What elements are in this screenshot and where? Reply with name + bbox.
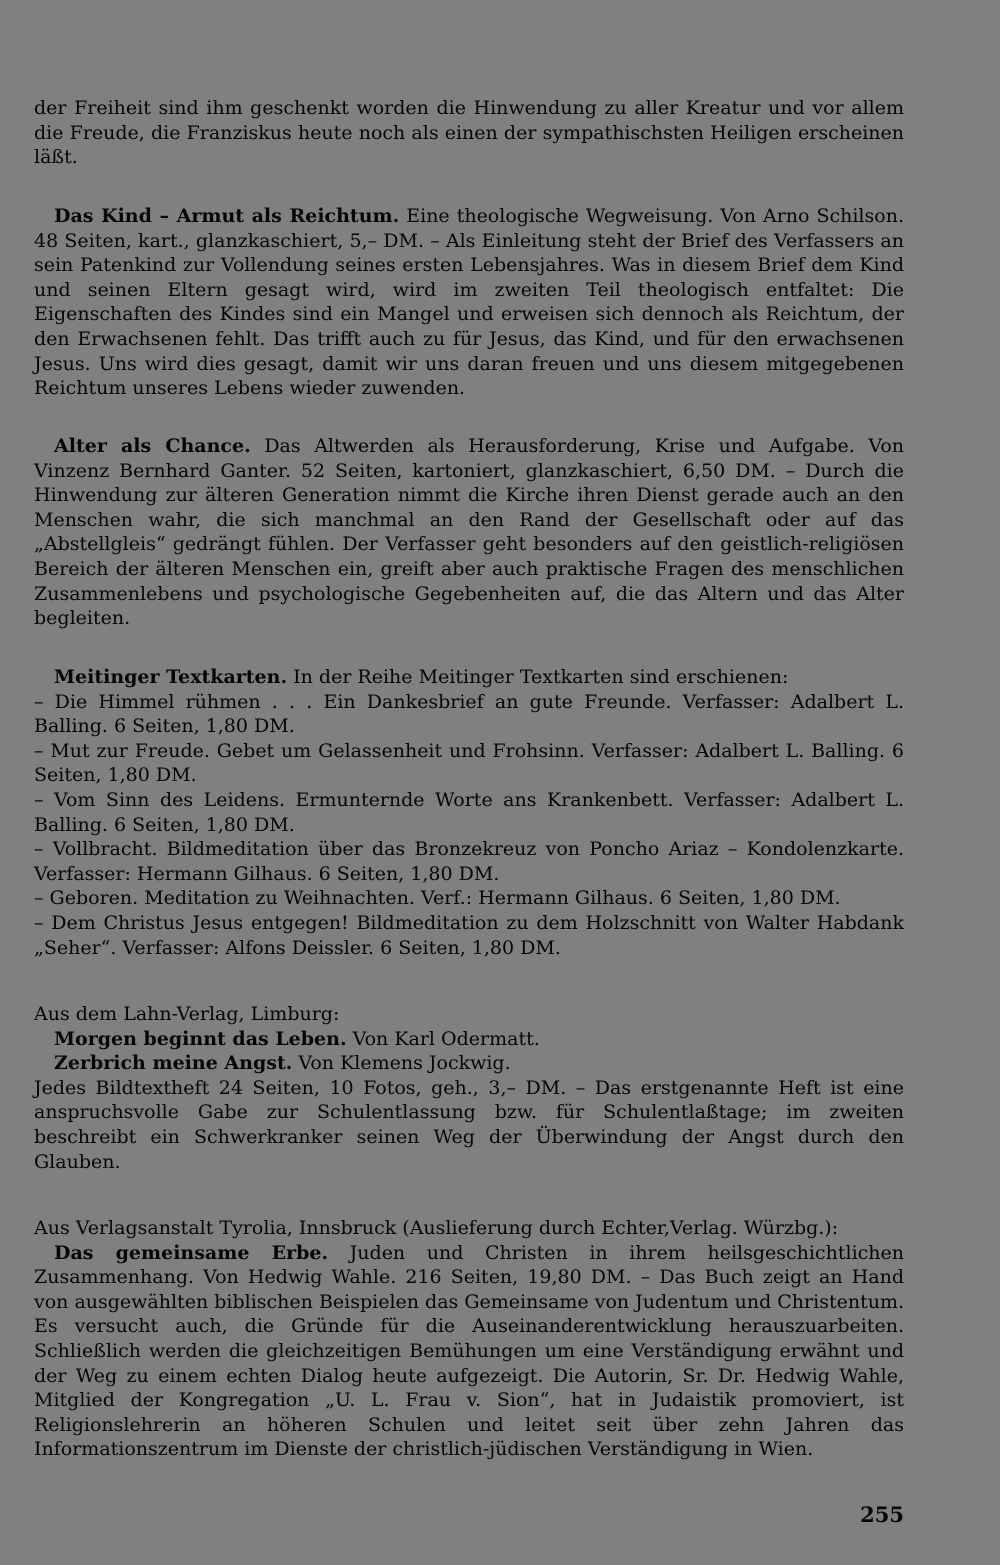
meitinger-section: [34, 665, 904, 960]
book-title: Das gemeinsame Erbe.: [54, 1241, 329, 1264]
book-title: Morgen beginnt das Leben.: [54, 1027, 347, 1050]
review-title: Das Kind – Armut als Reichtum.: [54, 205, 400, 227]
list-item: – Vollbracht. Bildmeditation über das Bronzekreuz von Poncho Ariaz – Kondolenzkarte. Verfasser: Hermann Gilhaus. 6 Seiten, 1,80 DM.: [34, 838, 904, 885]
publisher-heading: Aus dem Lahn-Verlag, Limburg:: [34, 1003, 340, 1025]
book-entry: [34, 1027, 904, 1052]
review-alter-als-chance: [34, 434, 904, 631]
list-item: – Mut zur Freude. Gebet um Gelassenheit und Frohsinn. Verfasser: Adalbert L. Balling. 6 Seiten, 1,80 DM.: [34, 739, 904, 787]
list-item: – Vom Sinn des Leidens. Ermunternde Worte ans Krankenbett. Verfasser: Adalbert L. Balling. 6 Seiten, 1,80 DM.: [34, 788, 904, 836]
book-title: Zerbrich meine Angst.: [54, 1052, 293, 1075]
list-item: – Dem Christus Jesus entgegen! Bildmeditation zu dem Holzschnitt von Walter Habdank „Seher“. Verfasser: Alfons Deissler. 6 Seiten, 1,80 DM.: [34, 911, 904, 959]
review-text: Eine theologische Wegweisung. Von Arno Schilson. 48 Seiten, kart., glanzkaschiert, 5,– DM. – Als Einleitung steht der Brief des Verfassers an sein Patenkind zur Vollendung seines ersten Lebensjahres. Was in diesem Brief dem Kind und seinen Eltern gesagt wird, wird im zweiten Teil theologisch entfaltet: Die Eigenschaften des Kindes sind ein Mangel und erweisen sich dennoch als Reichtum, der den Erwachsenen fehlt. Das trifft auch zu für Jesus, das Kind, und für den erwachsenen Jesus. Uns wird dies gesagt, damit wir uns daran freuen und uns diesem mitgegebenen Reichtum unseres Lebens wieder zuwenden.: [34, 205, 904, 400]
tyrolia-section: [34, 1216, 904, 1462]
intro-text: der Freiheit sind ihm geschenkt worden die Hinwendung zu aller Kreatur und vor allem die Freude, die Franziskus heute noch als einen der sympathischsten Heiligen erscheinen läßt.: [34, 97, 904, 169]
book-author: Von Karl Odermatt.: [352, 1027, 540, 1050]
section-intro: In der Reihe Meitinger Textkarten sind erschienen:: [293, 666, 789, 688]
review-text: Das Altwerden als Herausforderung, Krise und Aufgabe. Von Vinzenz Bernhard Ganter. 52 Seiten, kartoniert, glanzkaschiert, 6,50 DM. – Durch die Hinwendung zur älteren Generation nimmt die Kirche ihren Dienst gerade auch an den Menschen wahr, die sich manchmal an den Rand der Gesellschaft oder auf das „Abstellgleis“ gedrängt fühlen. Der Verfasser geht besonders auf den geistlich-religiösen Bereich der älteren Menschen ein, greift aber auch praktische Fragen des menschlichen Zusammenlebens und psychologische Gegebenheiten auf, die das Altern und das Alter begleiten.: [34, 435, 905, 630]
list-item: – Geboren. Meditation zu Weihnachten. Verf.: Hermann Gilhaus. 6 Seiten, 1,80 DM.: [34, 887, 841, 910]
book-author: Von Klemens Jockwig.: [298, 1052, 511, 1075]
section-title: Meitinger Textkarten.: [54, 666, 288, 688]
intro-paragraph: [34, 96, 904, 170]
review-title: Alter als Chance.: [54, 435, 251, 457]
lahn-section: [34, 1002, 904, 1174]
page-number: 255: [860, 1502, 904, 1527]
publisher-heading: Aus Verlagsanstalt Tyrolia, Innsbruck (Auslieferung durch Echter,Verlag. Würzbg.):: [34, 1217, 839, 1239]
review-das-kind: [34, 204, 904, 401]
review-text: Jedes Bildtextheft 24 Seiten, 10 Fotos, geh., 3,– DM. – Das erstgenannte Heft ist eine anspruchsvolle Gabe zur Schulentlassung bzw. für Schulentlaßtage; im zweiten beschreibt ein Schwerkranker seinen Weg der Überwindung der Angst durch den Glauben.: [34, 1076, 904, 1173]
list-item: – Die Himmel rühmen . . . Ein Dankesbrief an gute Freunde. Verfasser: Adalbert L. Balling. 6 Seiten, 1,80 DM.: [34, 690, 904, 738]
book-entry: [34, 1051, 904, 1076]
review-text: Juden und Christen in ihrem heilsgeschichtlichen Zusammenhang. Von Hedwig Wahle. 216 Seiten, 19,80 DM. – Das Buch zeigt an Hand von ausgewählten biblischen Beispielen das Gemeinsame von Judentum und Christentum. Es versucht auch, die Gründe für die Auseinanderentwicklung herauszuarbeiten. Schließlich werden die gleichzeitigen Bemühungen um eine Verständigung erwähnt und der Weg zu einem echten Dialog heute aufgezeigt. Die Autorin, Sr. Dr. Hedwig Wahle, Mitglied der Kongregation „U. L. Frau v. Sion“, hat in Judaistik promoviert, ist Religionslehrerin an höheren Schulen und leitet seit über zehn Jahren das Informationszentrum im Dienste der christlich-jüdischen Verständigung in Wien.: [34, 1241, 905, 1461]
